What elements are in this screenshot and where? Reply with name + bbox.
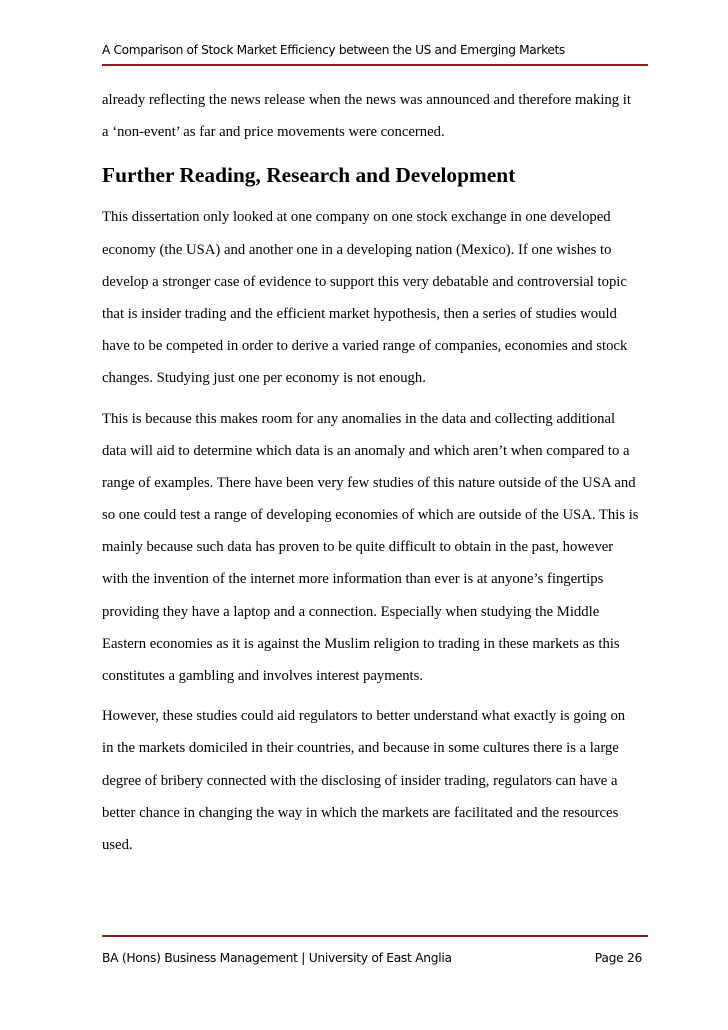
text-line: mainly because such data has proven to be quite difficult to obtain in the past, however [102,539,614,556]
header-rule [102,64,648,66]
text-line: in the markets domiciled in their countries, and because in some cultures there is a large [102,740,619,757]
page-body [102,84,652,861]
text-line: Eastern economies as it is against the Muslim religion to trading in these markets as this [102,635,620,652]
text-line: changes. Studying just one per economy is not enough. [102,370,426,387]
text-line: a ‘non-event’ as far and price movements were concerned. [102,124,445,141]
paragraph-1 [102,201,652,394]
footer-rule [102,935,648,937]
paragraph-2 [102,403,652,693]
text-line: This dissertation only looked at one company on one stock exchange in one developed [102,209,611,226]
intro-paragraph [102,84,652,148]
section-heading: Further Reading, Research and Development [102,163,516,188]
text-line: range of examples. There have been very few studies of this nature outside of the USA and [102,474,636,491]
text-line: used. [102,836,133,853]
text-line: already reflecting the news release when the news was announced and therefore making it [102,92,631,108]
text-line: develop a stronger case of evidence to support this very debatable and controversial topic [102,273,627,290]
text-line: that is insider trading and the efficient market hypothesis, then a series of studies would [102,305,617,322]
text-line: degree of bribery connected with the disclosing of insider trading, regulators can have a [102,772,618,789]
page-number: Page 26 [594,951,642,965]
paragraph-3 [102,700,652,861]
text-line: This is because this makes room for any anomalies in the data and collecting additional [102,410,616,427]
text-line: economy (the USA) and another one in a developing nation (Mexico). If one wishes to [102,241,612,258]
text-line: constitutes a gambling and involves interest payments. [102,668,424,684]
text-line: providing they have a laptop and a connection. Especially when studying the Middle [102,603,600,620]
text-line: have to be competed in order to derive a varied range of companies, economies and stock [102,338,628,355]
text-line: better chance in changing the way in which the markets are facilitated and the resources [102,804,619,821]
running-header: A Comparison of Stock Market Efficiency between the US and Emerging Markets [102,43,565,57]
text-line: so one could test a range of developing economies of which are outside of the USA. This is [102,507,639,524]
footer-course-info: BA (Hons) Business Management | University of East Anglia [102,951,452,965]
text-line: However, these studies could aid regulators to better understand what exactly is going on [102,708,626,725]
text-line: data will aid to determine which data is an anomaly and which aren’t when compared to a [102,442,630,459]
text-line: with the invention of the internet more information than ever is at anyone’s fingertips [102,571,604,588]
